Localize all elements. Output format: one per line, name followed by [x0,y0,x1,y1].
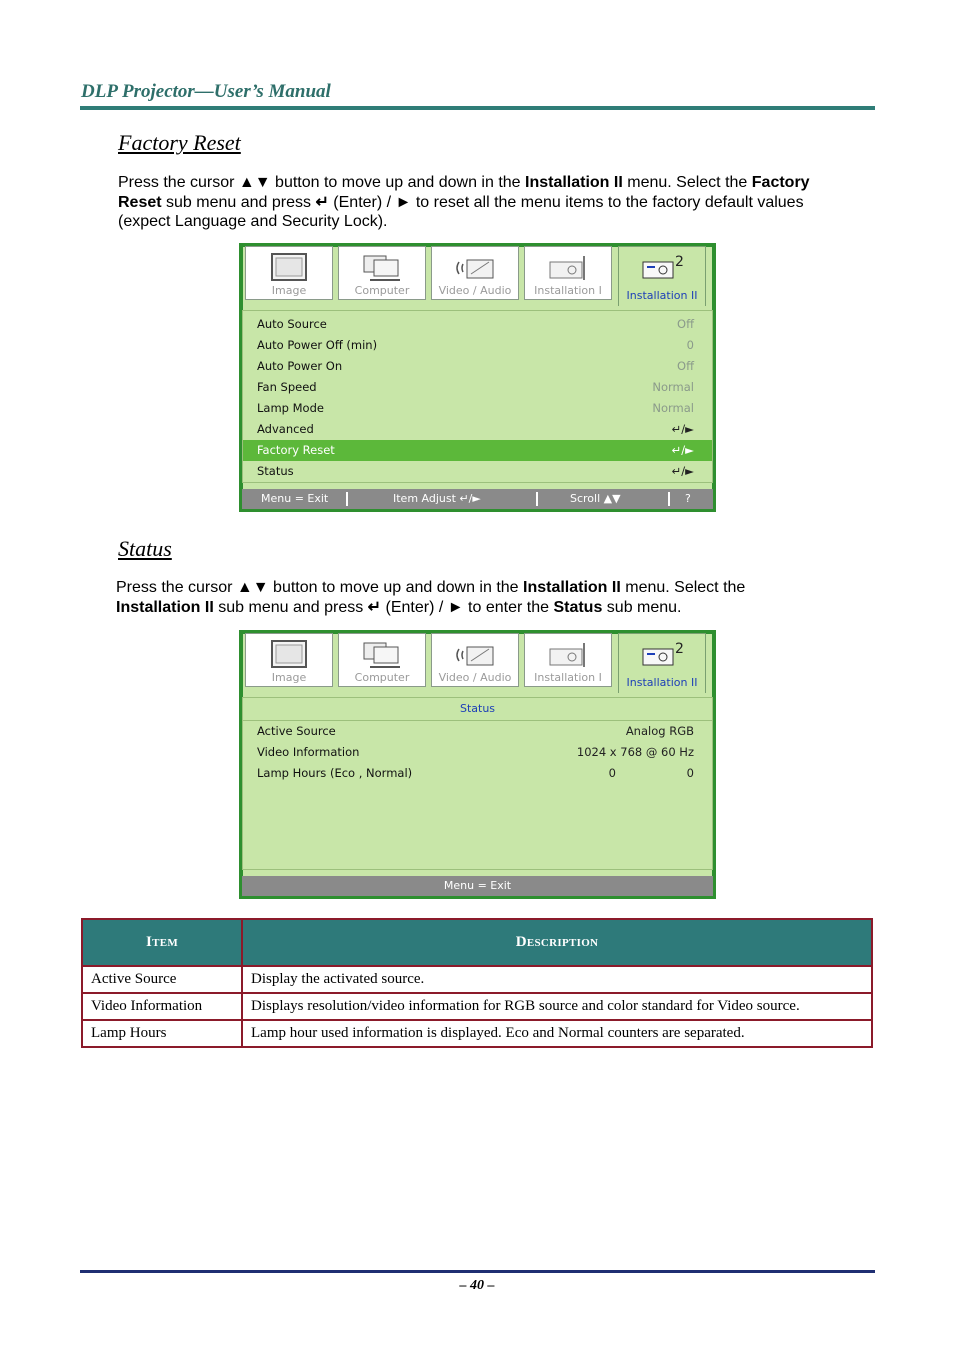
tab-video-audio-label: Video / Audio [438,284,512,297]
menu-row-fan-speed[interactable]: Fan Speed Normal [257,380,694,394]
status-row-active-source: Active Source Analog RGB [257,724,694,738]
image-icon [270,252,308,284]
tab-computer[interactable] [338,633,426,687]
tab-installation-ii[interactable] [618,633,706,693]
installation-ii-icon [639,252,685,284]
help-icon: ? [685,492,691,505]
page-number: – 40 – [459,1278,495,1293]
status-panel [242,697,713,870]
tab-computer-label: Computer [354,671,410,684]
page-header-title: DLP Projector—User’s Manual [81,81,331,102]
table-header-description: Description [242,919,872,966]
svg-text:2: 2 [675,641,684,657]
computer-icon [360,252,404,284]
table-cell-description: Display the activated source. [242,966,872,993]
section-title-status: Status [118,536,172,561]
table-cell-description: Lamp hour used information is displayed. Eco and Normal counters are separated. [242,1020,872,1047]
menu-help-bar [242,489,713,509]
item-description-table [81,918,873,1048]
tab-image-label: Image [271,284,307,297]
video-audio-icon [453,252,497,284]
tab-video-audio[interactable] [431,633,519,687]
status-paragraph: Press the cursor ▲▼ button to move up and down in the Installation II menu. Select the Installation II sub menu and press ↵ (Enter) / ► to enter the Status sub menu. [116,579,746,616]
status-row-video-information: Video Information 1024 x 768 @ 60 Hz [257,745,694,759]
tab-installation-ii[interactable] [618,246,706,306]
menu-help-bar-2 [242,876,713,896]
item-adjust-hint: Item Adjust ↵/► [393,492,481,505]
installation-ii-icon [639,639,685,671]
menu-row-auto-power-on[interactable]: Auto Power On Off [257,359,694,373]
tab-installation-i[interactable] [524,246,612,300]
tab-installation-ii-label: Installation II [626,676,698,689]
tab-computer[interactable] [338,246,426,300]
tab-image[interactable] [245,633,333,687]
status-submenu-title: Status [243,698,712,721]
menu-row-auto-source[interactable]: Auto Source Off [257,317,694,331]
menu-row-lamp-mode[interactable]: Lamp Mode Normal [257,401,694,415]
menu-row-auto-power-off[interactable]: Auto Power Off (min) 0 [257,338,694,352]
table-cell-item: Lamp Hours [82,1020,242,1047]
header-rule [80,106,875,110]
menu-tabs [242,246,713,304]
menu-row-status[interactable]: Status ↵/► [257,464,694,478]
tab-image[interactable] [245,246,333,300]
tab-installation-i[interactable] [524,633,612,687]
osd-menu-status [239,630,716,899]
lamp-hours-normal: 0 [686,766,694,780]
computer-icon [360,639,404,671]
tab-computer-label: Computer [354,284,410,297]
footer-rule [80,1270,875,1273]
video-audio-icon [453,639,497,671]
table-cell-description: Displays resolution/video information for RGB source and color standard for Video source. [242,993,872,1020]
tab-installation-i-label: Installation I [534,671,602,684]
status-row-lamp-hours: Lamp Hours (Eco , Normal) 0 0 [243,763,712,784]
section-title-factory-reset: Factory Reset [118,130,241,155]
menu-exit-hint: Menu = Exit [443,879,512,892]
installation-i-icon [546,639,590,671]
osd-menu-installation-ii [239,243,716,512]
menu-exit-hint: Menu = Exit [261,492,329,505]
table-row [82,993,872,1020]
svg-text:2: 2 [675,254,684,270]
table-row [82,966,872,993]
tab-video-audio-label: Video / Audio [438,671,512,684]
tab-installation-ii-label: Installation II [626,289,698,302]
tab-installation-i-label: Installation I [534,284,602,297]
menu-tabs-2 [242,633,713,691]
table-header-item: Item [82,919,242,966]
factory-reset-paragraph: Press the cursor ▲▼ button to move up and down in the Installation II menu. Select the Factory Reset sub menu and press ↵ (Enter) / ► to reset all the menu items to the factory default values (expect Language and Security Lock). [118,174,810,230]
menu-row-advanced[interactable]: Advanced ↵/► [257,422,694,436]
image-icon [270,639,308,671]
tab-image-label: Image [271,671,307,684]
table-cell-item: Active Source [82,966,242,993]
menu-row-factory-reset[interactable]: Factory Reset ↵/► [243,440,712,461]
scroll-hint: Scroll ▲▼ [570,492,621,505]
lamp-hours-eco: 0 [608,766,616,780]
tab-video-audio[interactable] [431,246,519,300]
installation-i-icon [546,252,590,284]
menu-list [242,310,713,483]
table-cell-item: Video Information [82,993,242,1020]
table-row [82,1020,872,1047]
